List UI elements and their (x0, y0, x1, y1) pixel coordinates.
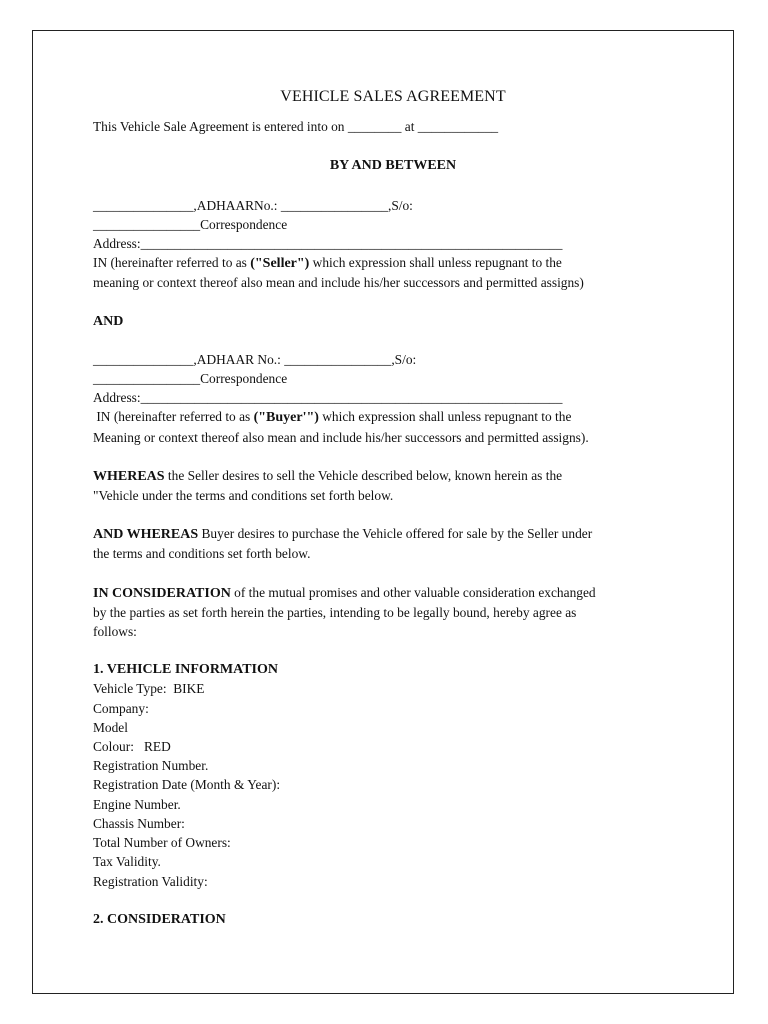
whereas-buyer-line-1 (93, 524, 693, 544)
vehicle-info-item: Registration Validity: (93, 873, 208, 889)
whereas-buyer-clause (93, 524, 693, 563)
section-1-heading: 1. VEHICLE INFORMATION (93, 662, 279, 678)
buyer-ref-post: which expression shall unless repugnant to the (318, 409, 572, 425)
consideration-line-3: follows: (93, 624, 137, 640)
section-2-heading: 2. CONSIDERATION (93, 911, 226, 927)
seller-block (93, 196, 693, 293)
whereas-seller-line-1 (93, 466, 693, 486)
seller-id-line: _______________,ADHAARNo.: ________________,S/o: (93, 197, 413, 213)
seller-correspondence-line (93, 215, 693, 234)
spacer (93, 136, 693, 156)
seller-correspondence-label: Correspondence (200, 216, 288, 232)
vehicle-info-item: Total Number of Owners: (93, 835, 231, 851)
buyer-reference-line (93, 407, 693, 427)
vehicle-info-item: Registration Number. (93, 758, 209, 774)
spacer (93, 331, 693, 350)
seller-reference-line-2: meaning or context thereof also mean and include his/her successors and permitted assigns) (93, 275, 584, 291)
vehicle-info-item: Model (93, 719, 128, 735)
seller-address-line: Address:_______________________________________________________________ (93, 236, 563, 252)
spacer (93, 891, 693, 910)
whereas-buyer-text: Buyer desires to purchase the Vehicle offered for sale by the Seller under (198, 526, 593, 542)
document-title: VEHICLE SALES AGREEMENT (280, 88, 506, 105)
buyer-correspondence-label: Correspondence (200, 371, 288, 387)
buyer-id-line: _______________,ADHAAR No.: ________________,S/o: (93, 351, 417, 367)
seller-reference-line (93, 253, 693, 273)
spacer (93, 447, 693, 466)
spacer (93, 564, 693, 583)
seller-blank: ________________ (93, 216, 201, 232)
buyer-reference-line-2: Meaning or context thereof also mean and include his/her successors and permitted assigns). (93, 429, 589, 445)
whereas-buyer-line-2: the terms and conditions set forth below. (93, 546, 311, 562)
and-label: AND (93, 313, 124, 329)
consideration-clause (93, 583, 693, 642)
seller-ref-pre: IN (hereinafter referred to as (93, 255, 251, 271)
vehicle-info-item: Company: (93, 700, 149, 716)
spacer (93, 293, 693, 312)
vehicle-info-item: Engine Number. (93, 796, 181, 812)
vehicle-info-item: Vehicle Type: BIKE (93, 681, 205, 697)
consideration-text: of the mutual promises and other valuable consideration exchanged (230, 584, 596, 600)
spacer (93, 505, 693, 524)
buyer-blank: ________________ (93, 371, 201, 387)
in-consideration-keyword: IN CONSIDERATION (93, 585, 231, 601)
buyer-correspondence-line (93, 369, 693, 388)
buyer-address-line: Address:_______________________________________________________________ (93, 390, 563, 406)
whereas-seller-clause (93, 466, 693, 505)
document-content (93, 87, 693, 929)
document-page (32, 30, 734, 994)
whereas-seller-text: the Seller desires to sell the Vehicle described below, known herein as the (164, 467, 563, 483)
vehicle-info-item: Colour: RED (93, 739, 171, 755)
seller-ref-label: ("Seller") (250, 256, 310, 272)
seller-ref-post: which expression shall unless repugnant to the (309, 255, 562, 271)
buyer-ref-label: ("Buyer'") (253, 410, 319, 426)
spacer (93, 641, 693, 660)
vehicle-info-item: Registration Date (Month & Year): (93, 777, 281, 793)
vehicle-information-section (93, 660, 693, 890)
vehicle-info-item: Chassis Number: (93, 815, 185, 831)
vehicle-info-item: Tax Validity. (93, 854, 161, 870)
whereas-keyword: WHEREAS (93, 468, 165, 484)
consideration-line-1 (93, 583, 693, 603)
spacer (93, 176, 693, 196)
intro-line: This Vehicle Sale Agreement is entered into on ________ at ____________ (93, 119, 499, 135)
consideration-line-2: by the parties as set forth herein the parties, intending to be legally bound, hereby agree as (93, 604, 577, 620)
by-and-between-heading: BY AND BETWEEN (329, 158, 457, 174)
and-whereas-keyword: AND WHEREAS (93, 527, 199, 543)
buyer-block (93, 350, 693, 447)
whereas-seller-line-2: "Vehicle under the terms and conditions set forth below. (93, 488, 394, 504)
buyer-ref-pre: IN (hereinafter referred to as (93, 409, 254, 425)
